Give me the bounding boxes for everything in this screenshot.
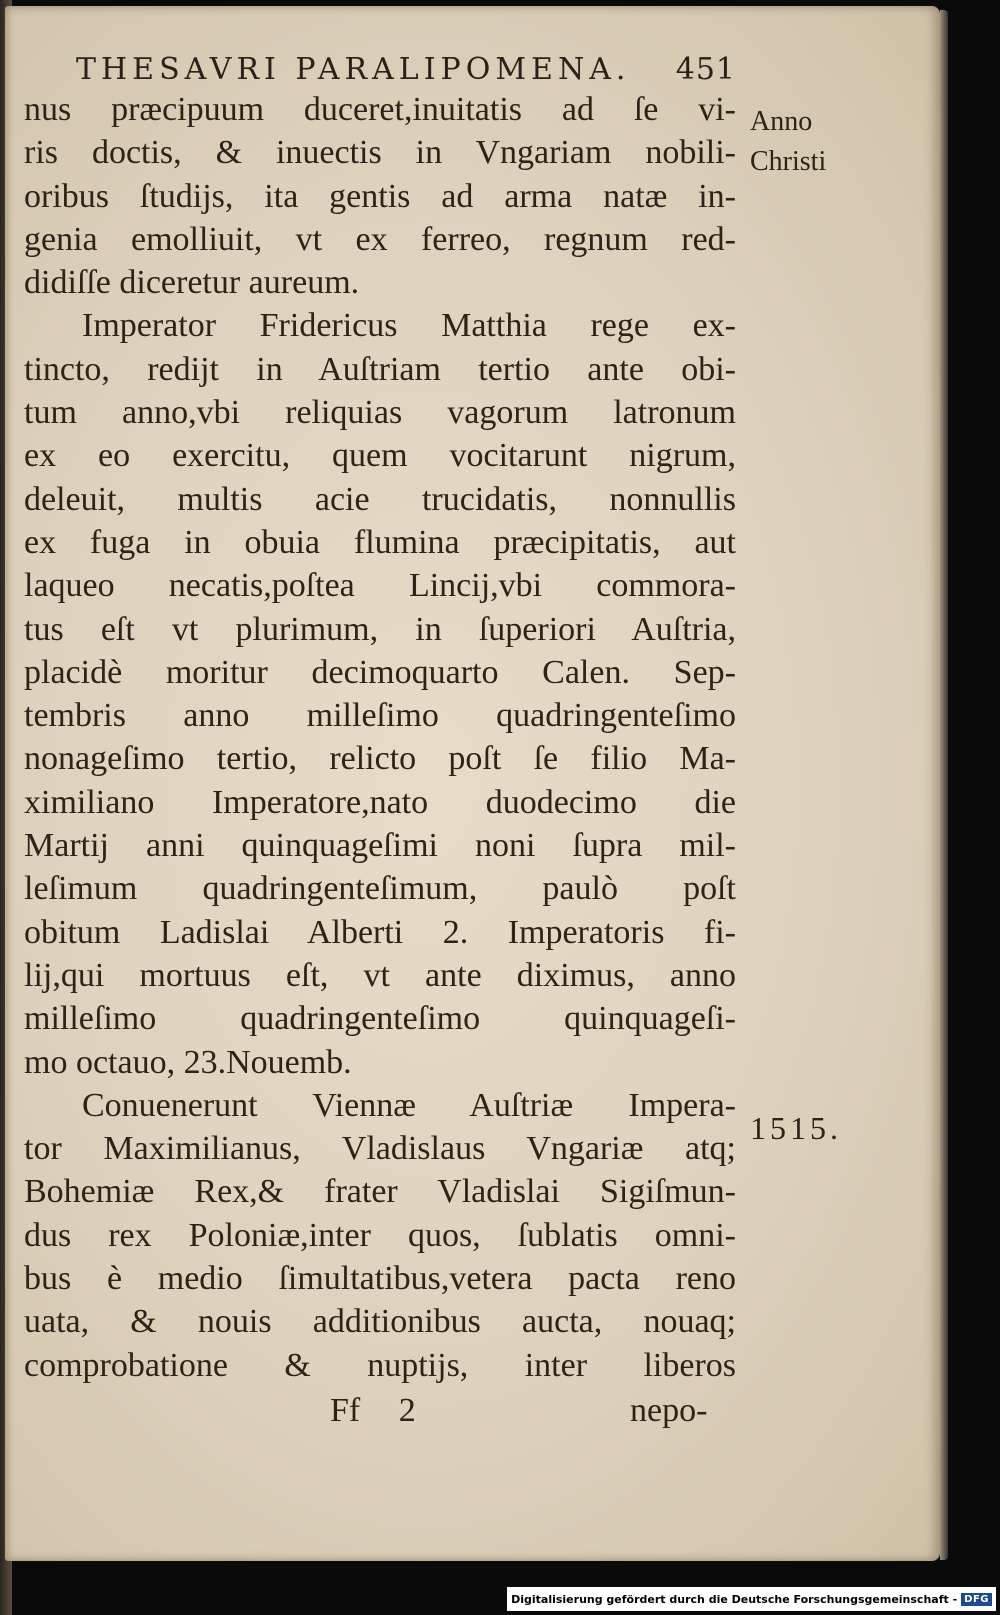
text-line: milleſimo quadringenteſimo quinquageſi- <box>24 1000 736 1038</box>
text-line: dus rex Poloniæ,inter quos, ſublatis omni- <box>24 1216 736 1254</box>
text-line: ex fuga in obuia flumina præcipitatis, aut <box>24 523 736 561</box>
text-line: Imperator Fridericus Matthia rege ex- <box>82 307 736 345</box>
digitization-credit <box>507 1587 996 1611</box>
text-line: Conuenerunt Viennæ Auſtriæ Impera- <box>82 1086 736 1124</box>
text-line: ex eo exercitu, quem vocitarunt nigrum, <box>24 437 736 475</box>
body-text <box>24 88 736 1387</box>
page-number: 451 <box>675 52 736 87</box>
text-line: uata, & nouis additionibus aucta, nouaq; <box>24 1303 736 1341</box>
text-line: nonageſimo tertio, relicto poſt ſe filio Ma- <box>24 740 736 778</box>
text-line: comprobatione & nuptijs, inter liberos <box>24 1346 736 1384</box>
text-line: nus præcipuum duceret,inuitatis ad ſe vi- <box>24 91 736 128</box>
text-line: Martij anni quinquageſimi noni ſupra mil- <box>24 827 736 865</box>
running-title: THESAVRI PARALIPOMENA. <box>76 52 631 87</box>
text-line: lij,qui mortuus eſt, vt ante diximus, anno <box>24 956 736 994</box>
page-edge <box>940 10 948 1560</box>
text-line: bus è medio ſimultatibus,vetera pacta reno <box>24 1260 736 1298</box>
text-line: genia emolliuit, vt ex ferreo, regnum red- <box>24 220 736 258</box>
text-line: laqueo necatis,poſtea Lincij,vbi commora- <box>24 567 736 605</box>
margin-anno-label: Anno <box>750 106 813 137</box>
text-line: placidè moritur decimoquarto Calen. Sep- <box>24 653 736 691</box>
signature-mark: Ff 2 <box>330 1392 416 1429</box>
text-line: tincto, redijt in Auſtriam tertio ante obi- <box>24 350 736 388</box>
text-line: ris doctis, & inuectis in Vngariam nobili- <box>24 134 736 172</box>
text-line: obitum Ladislai Alberti 2. Imperatoris fi- <box>24 913 736 951</box>
catchword: nepo- <box>630 1392 708 1429</box>
running-header <box>76 52 736 87</box>
text-line: tembris anno milleſimo quadringenteſimo <box>24 697 736 735</box>
text-line: tus eſt vt plurimum, in ſuperiori Auſtria, <box>24 610 736 648</box>
text-line: tum anno,vbi reliquias vagorum latronum <box>24 394 736 432</box>
margin-note-anno-christi <box>750 102 826 182</box>
text-line: oribus ſtudijs, ita gentis ad arma natæ in- <box>24 177 736 215</box>
margin-christi-label: Christi <box>750 146 827 177</box>
text-line: deleuit, multis acie trucidatis, nonnullis <box>24 480 736 518</box>
text-line: tor Maximilianus, Vladislaus Vngariæ atq; <box>24 1130 736 1168</box>
text-line: ximiliano Imperatore,nato duodecimo die <box>24 783 736 821</box>
margin-year: 1515. <box>750 1110 842 1146</box>
text-line: Bohemiæ Rex,& frater Vladislai Sigiſmun- <box>24 1173 736 1211</box>
dfg-logo-icon: DFG <box>961 1593 992 1606</box>
text-line: mo octauo, 23.Nouemb. <box>24 1043 352 1081</box>
credit-text: Digitalisierung gefördert durch die Deutsche Forschungsgemeinschaft - <box>511 1592 958 1606</box>
text-line: didiſſe diceretur aureum. <box>24 264 360 302</box>
text-line: leſimum quadringenteſimum, paulò poſt <box>24 870 736 908</box>
